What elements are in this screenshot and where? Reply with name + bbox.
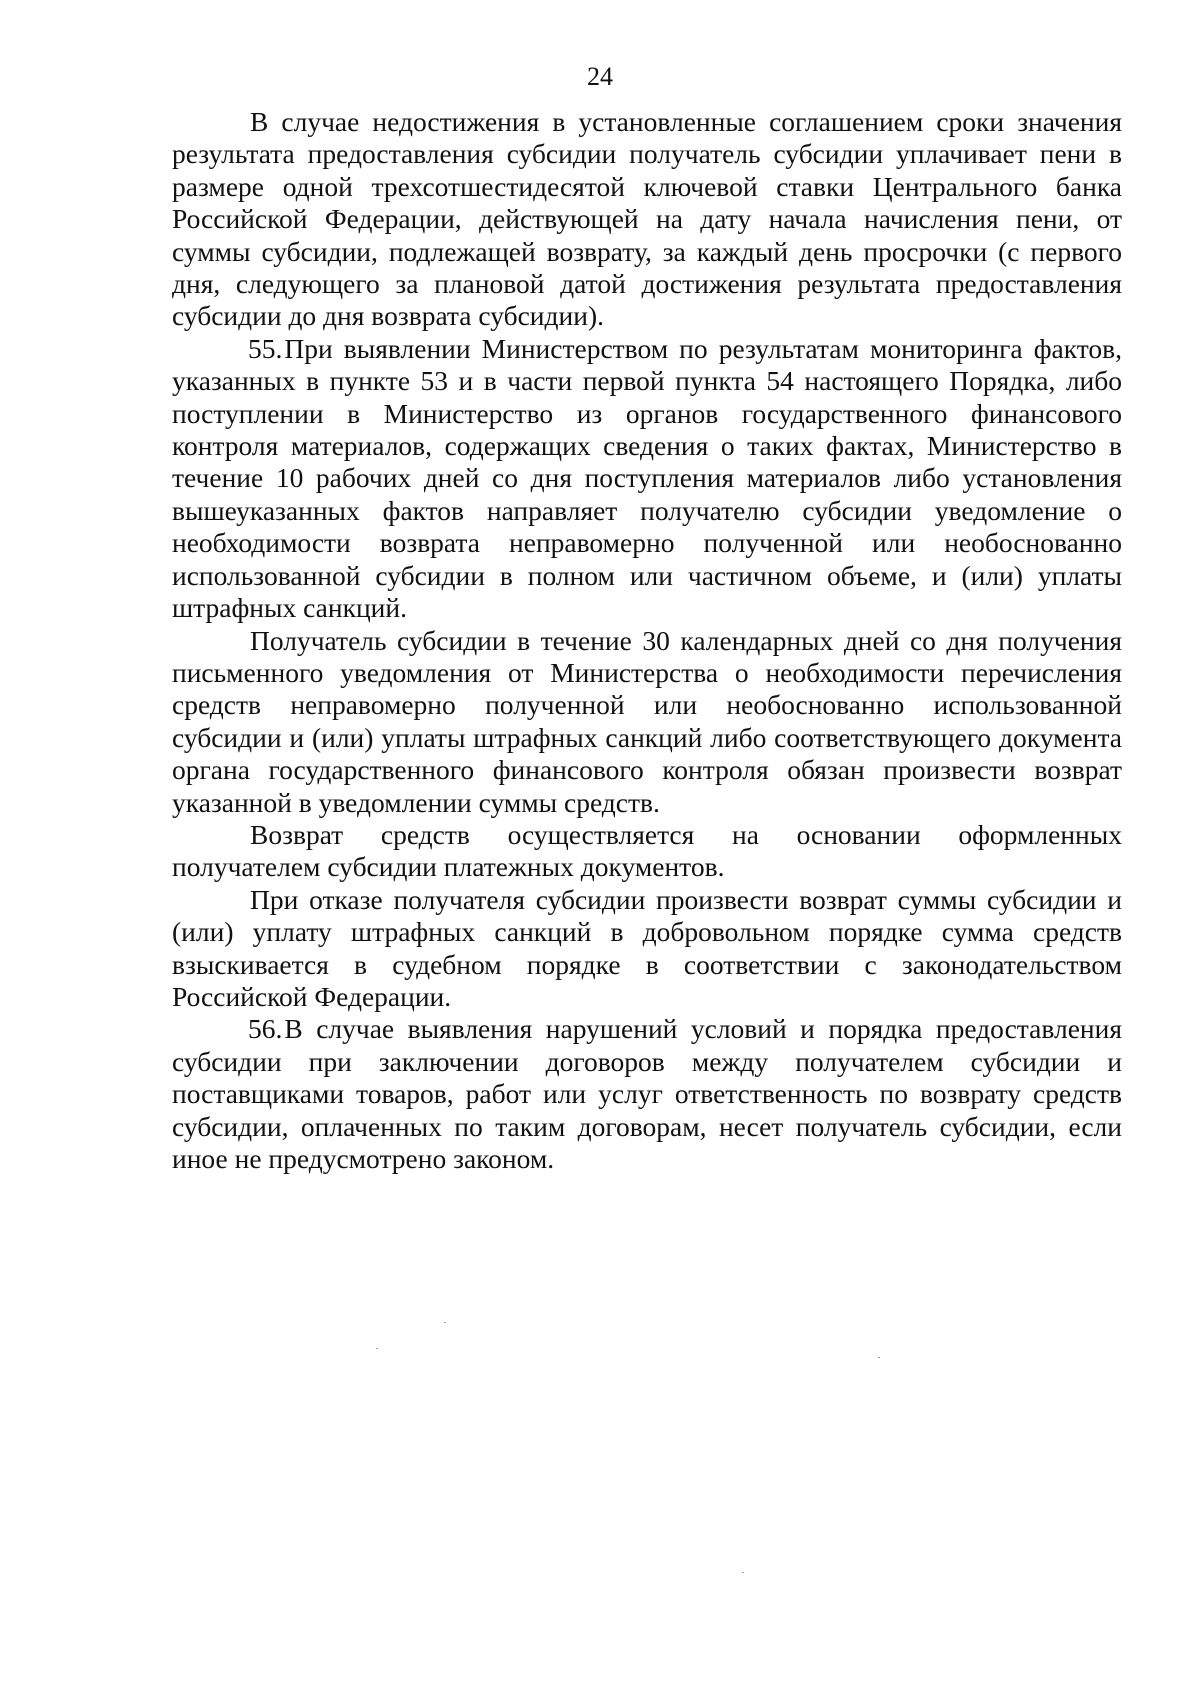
paragraph-text: Возврат средств осуществляется на основании оформленных получателем субсидии платежных документов.: [172, 818, 1122, 883]
scan-speck: [878, 1357, 880, 1358]
paragraph-court-recovery: [172, 884, 1122, 1014]
paragraph-number: 55.: [248, 332, 283, 364]
scan-speck: [444, 1322, 446, 1323]
paragraph-number: 56.: [248, 1013, 283, 1045]
document-body: [172, 106, 1122, 1175]
paragraph-text: При отказе получателя субсидии произвести возврат суммы субсидии и (или) уплату штрафных санкций в добровольном порядке сумма средств взыскивается в судебном порядке в соответствии с законодательством Российской Федерации.: [172, 883, 1122, 1012]
paragraph-refund-documents: [172, 819, 1122, 884]
paragraph-text: При выявлении Министерством по результатам мониторинга фактов, указанных в пункте 53 и в части первой пункта 54 настоящего Порядка, либо поступлении в Министерство из органов государственного финансового контроля материалов, содержащих сведения о таких фактах, Министерство в течение 10 рабочих дней со дня поступления материалов либо установления вышеуказанных фактов направляет получателю субсидии уведомление о необходимости возврата неправомерно полученной или необоснованно использованной субсидии в полном или частичном объеме, и (или) уплаты штрафных санкций.: [172, 332, 1122, 624]
page-number: 24: [587, 62, 613, 91]
paragraph-text: Получатель субсидии в течение 30 календарных дней со дня получения письменного уведомления от Министерства о необходимости перечисления средств неправомерно полученной или необоснованно использованной субсидии и (или) уплаты штрафных санкций либо соответствующего документа органа государственного финансового контроля обязан произвести возврат указанной в уведомлении суммы средств.: [172, 624, 1122, 818]
paragraph-text: В случае выявления нарушений условий и порядка предоставления субсидии при заключении договоров между получателем субсидии и поставщиками товаров, работ или услуг ответственность по возврату средств субсидии, оплаченных по таким договорам, несет получатель субсидии, если иное не предусмотрено законом.: [172, 1013, 1122, 1174]
paragraph-text: В случае недостижения в установленные соглашением сроки значения результата предоставления субсидии получатель субсидии уплачивает пени в размере одной трехсотшестидесятой ключевой ставки Центрального банка Российской Федерации, действующей на дату начала начисления пени, от суммы субсидии, подлежащей возврату, за каждый день просрочки (с первого дня, следующего за плановой датой достижения результата предоставления субсидии до дня возврата субсидии).: [172, 106, 1122, 332]
paragraph-refund-deadline: [172, 625, 1122, 819]
scan-speck: [742, 1572, 744, 1573]
paragraph-55: [172, 333, 1122, 625]
paragraph-56: [172, 1013, 1122, 1175]
scan-speck: [376, 1348, 378, 1349]
paragraph-penalty-for-missed-result: [172, 106, 1122, 333]
